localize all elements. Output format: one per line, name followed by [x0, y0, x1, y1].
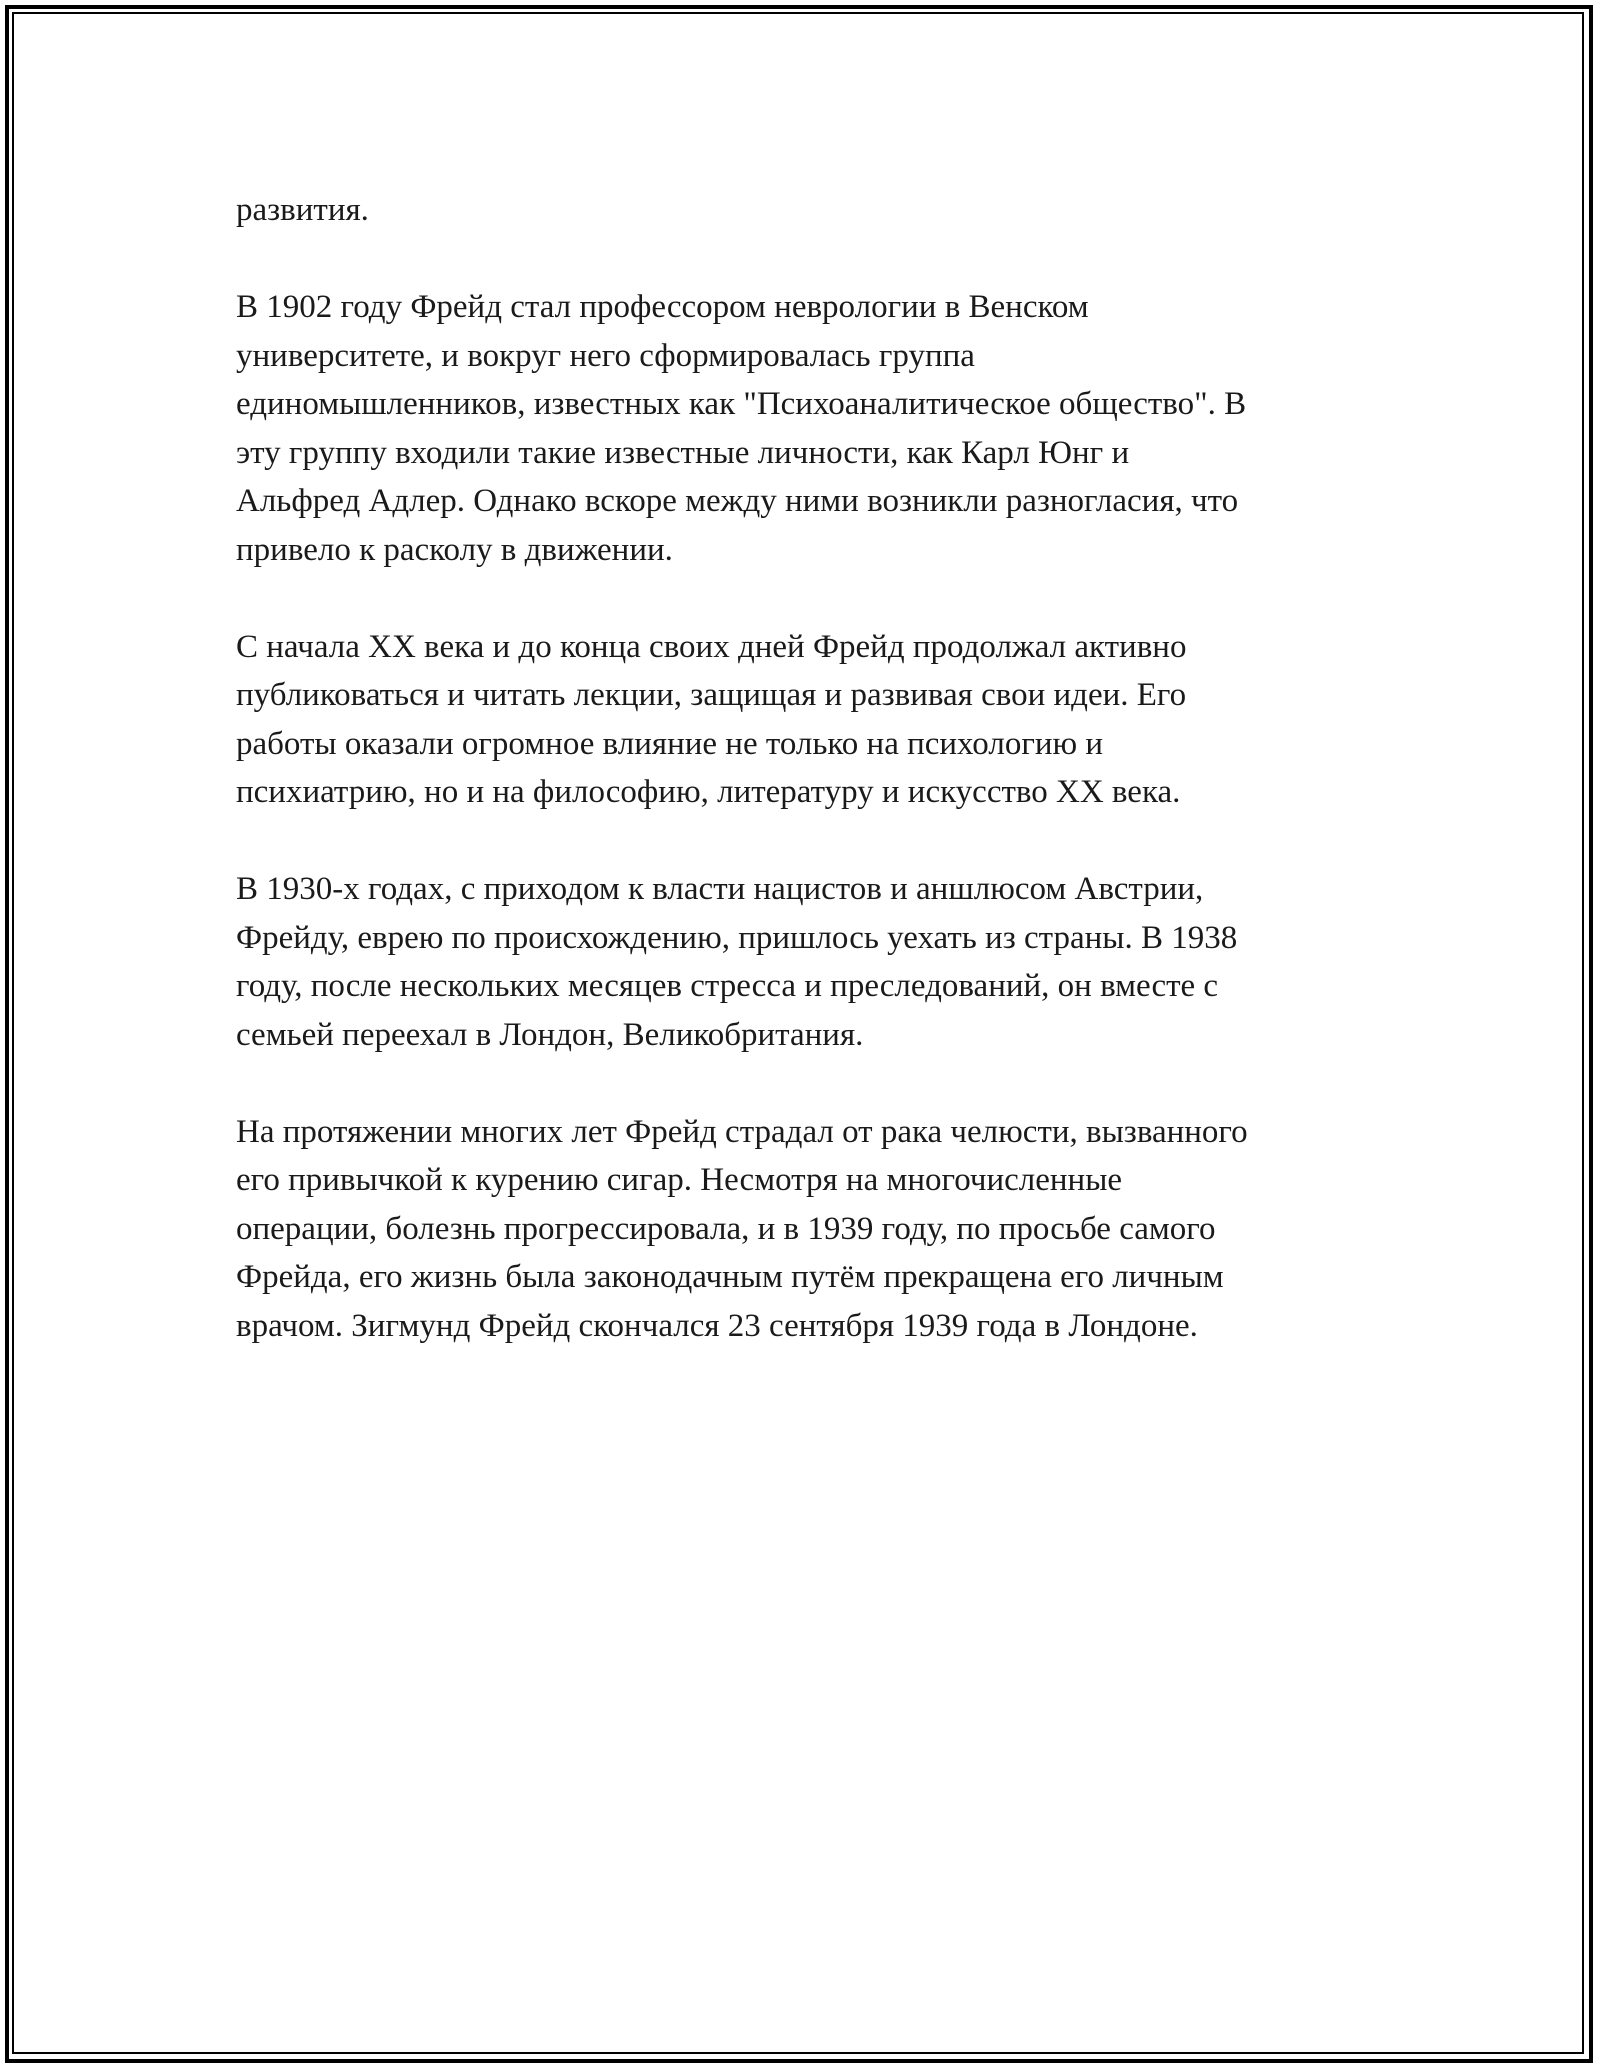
text-line: публиковаться и читать лекции, защищая и развивая свои идеи. Его	[236, 677, 1187, 713]
paragraph-2	[236, 283, 1376, 574]
paragraph-4	[236, 865, 1376, 1059]
text-line: университете, и вокруг него сформировалась группа	[236, 337, 975, 374]
text-line: году, после нескольких месяцев стресса и преследований, он вместе с	[236, 968, 1219, 1004]
text-line: С начала XX века и до конца своих дней Фрейд продолжал активно	[236, 628, 1187, 665]
text-line: привело к расколу в движении.	[236, 531, 673, 568]
paragraph-1	[236, 186, 1376, 235]
paragraph-3	[236, 623, 1376, 817]
text-line: семьей переехал в Лондон, Великобритания.	[236, 1016, 864, 1053]
text-line: единомышленников, известных как "Психоаналитическое общество". В	[236, 386, 1247, 422]
text-line: психиатрию, но и на философию, литературу и искусство XX века.	[236, 774, 1181, 810]
text-line: Альфред Адлер. Однако вскоре между ними возникли разногласия, что	[236, 483, 1239, 519]
text-line: его привычкой к курению сигар. Несмотря на многочисленные	[236, 1162, 1123, 1198]
text-line: работы оказали огромное влияние не только на психологию и	[236, 725, 1104, 762]
text-line: эту группу входили такие известные личности, как Карл Юнг и	[236, 434, 1130, 471]
text-line: операции, болезнь прогрессировала, и в 1939 году, по просьбе самого	[236, 1210, 1216, 1247]
text-line: В 1902 году Фрейд стал профессором неврологии в Венском	[236, 289, 1089, 325]
paragraph-5	[236, 1108, 1376, 1351]
text-line: В 1930-х годах, с приходом к власти нацистов и аншлюсом Австрии,	[236, 871, 1204, 907]
text-line: развития.	[236, 192, 369, 228]
document-body	[236, 186, 1376, 1399]
text-line: врачом. Зигмунд Фрейд скончался 23 сентября 1939 года в Лондоне.	[236, 1307, 1198, 1344]
text-line: Фрейда, его жизнь была законодачным путём прекращена его личным	[236, 1259, 1224, 1295]
text-line: На протяжении многих лет Фрейд страдал от рака челюсти, вызванного	[236, 1113, 1248, 1150]
text-line: Фрейду, еврею по происхождению, пришлось уехать из страны. В 1938	[236, 919, 1238, 956]
